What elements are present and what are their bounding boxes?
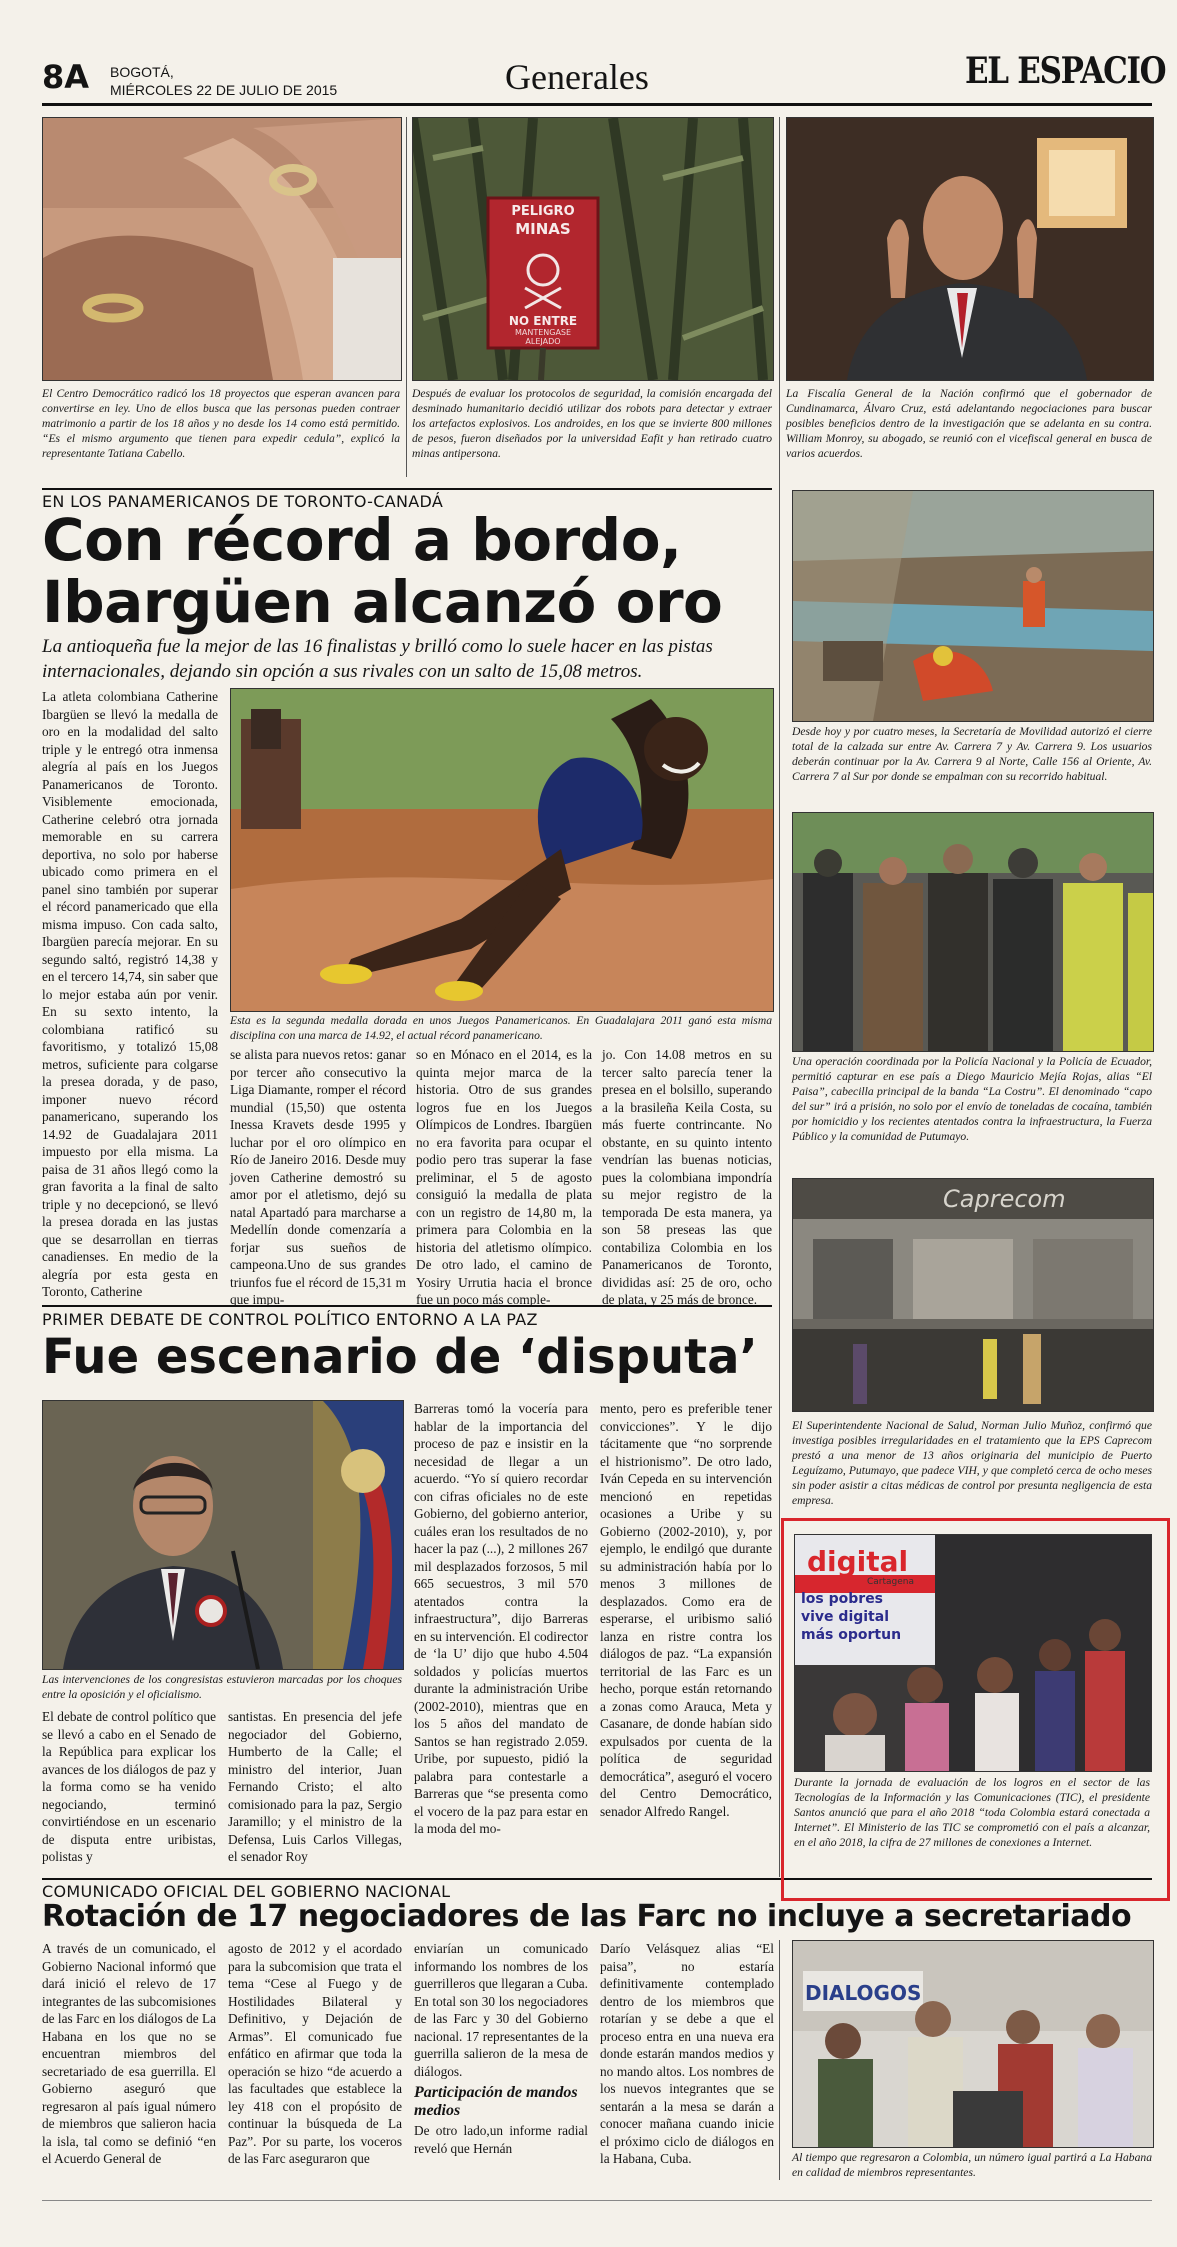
newspaper-logo: EL ESPACIO	[965, 50, 1166, 92]
digital-banner-line1: los pobres	[801, 1591, 884, 1607]
page-number: 8A	[42, 58, 90, 96]
article2-kicker: PRIMER DEBATE DE CONTROL POLÍTICO ENTORNO A LA PAZ	[42, 1310, 538, 1329]
article2-column-1: El debate de control político que se llevó a cabo en el Senado de la República para explicar los avances de los diálogos de paz y la forma como se ha venido negociando, terminó convirtiéndose en un escenario de disputa entre uribistas, polistas y	[42, 1709, 216, 1864]
road-works-photo	[792, 490, 1154, 722]
digital-banner-line2: vive digital	[801, 1609, 889, 1625]
governor-photo	[786, 117, 1154, 381]
masthead	[0, 0, 1177, 110]
sign-mantengase: MANTENGASE	[514, 328, 572, 337]
article3-column-1: A través de un comunicado, el Gobierno Nacional informó que dará inició el relevo de 17 integrantes de las subcomisiones de las Farc en los diálogos de La Habana en los que no se encuentran miembros del secretariado de esa guerrilla. El Gobierno aseguró que regresaron al país igual número de miembros que salieron hacia la isla, tal como se definió “en el Acuerdo General de	[42, 1941, 216, 2166]
article3-column-3a: enviarían un comunicado informando los nombres de los guerrilleros que llegaran a Cuba. En total son 30 los negociadores de las Farc y 30 del Gobierno nacional. 17 representantes de la guerrilla salieron de la mesa de diálogos.	[414, 1941, 588, 2079]
photo-caption: Al tiempo que regresaron a Colombia, un número igual partirá a La Habana en calidad de miembros representantes.	[792, 2151, 1152, 2179]
article1-column-1: La atleta colombiana Catherine Ibargüen se llevó la medalla de oro en la modalidad del salto triple y le entregó otra inmensa alegría al país en los Juegos Panamericanos de Toronto. Visiblemente emocionada, Catherine celebró otra jornada memorable en su carrera deportiva, no solo por haberse ubicado como primera en el panel sino también por superar el récord panamericado que ella misma impuso. Con cada salto, Ibargüen parecía mejorar. En su segundo saltó, registró 14,38 y en el tercero 14,74, sin saber que lo mejor estaba aún por venir. En su sexto intento, la colombiana ratificó su favoritismo, y totalizó 15,08 metros, suficiente para colgarse la presea dorada, y de paso, imponer nuevo récord panamericano, superando los 14.92 de Guadalajara 2011 impuesto por ella misma. La paisa de 31 años llegó como la gran favorita a la final de salto triple y no decepcionó, se llevó la presea dorada en las justas que se desarrollan en tierras canadienses. En medio de la alegría por esta gesta en Toronto, Catherine	[42, 689, 218, 1299]
wedding-rings-photo	[42, 117, 402, 381]
photo-caption: Las intervenciones de los congresistas estuvieron marcadas por los choques entre la oposición y el oficialismo.	[42, 1673, 402, 1701]
photo-caption: La Fiscalía General de la Nación confirmó que el gobernador de Cundinamarca, Álvaro Cruz, está adelantando negociaciones para buscar posibles beneficios dentro de la investigación que se adelanta en su contra. William Monroy, su abogado, se reunió con el vicefiscal general en busca de varios acuerdos.	[786, 387, 1152, 460]
sign-peligro: PELIGRO	[511, 204, 575, 219]
article1-column-2: se alista para nuevos retos: ganar por tercer año consecutivo la Liga Diamante, romper el récord mundial (15,50) que ostenta Inessa Kravets desde 1995 y luchar por el oro olímpico en Río de Janeiro 2016. Desde muy joven Catherine demostró su amor por el atletismo, dejó su natal Apartadó para marcharse a Medellín donde comenzaría a forjar sus sueños de campeona.Uno de sus grandes triunfos fue el récord de 15,31 m que impu-	[230, 1047, 406, 1307]
article3-column-3b: De otro lado,un informe radial reveló que Hernán	[414, 2123, 588, 2156]
article1-column-3: so en Mónaco en el 2014, es la quinta mejor marca de la historia. Otro de sus grandes logros fue en los Juegos Olímpicos de Londres. Ibargüen no era favorita para ocupar el podio pero tras superar la fase preliminar, el 5 de agosto consiguió la medalla de plata con un registro de 14,80 m, la primera para Colombia en la historia del atletismo olímpico. De otro lado, el camino de Yosiry Urrutia hacia el bronce fue un poco más comple-	[416, 1047, 592, 1307]
article1-kicker: EN LOS PANAMERICANOS DE TORONTO-CANADÁ	[42, 492, 444, 511]
masthead-rule	[42, 103, 1152, 106]
section-rule	[42, 1305, 772, 1307]
masthead-city: BOGOTÁ,	[110, 64, 174, 80]
article1-column-4: jo. Con 14.08 metros en su tercer salto parecía tener la presea en el bolsillo, superando a la brasileña Keila Costa, su más fuerte contrincante. No obstante, en su quinto intento vendrían las buenas noticias, pues la colombiana impondría su mejor registro de la temporada De esta manera, ya son 58 preseas las que contabiliza Colombia en los Panamericanos de Toronto, divididas así: 25 de oro, ocho de plata, y 25 más de bronce.	[602, 1047, 772, 1307]
photo-caption: Desde hoy y por cuatro meses, la Secretaría de Movilidad autorizó el cierre total de la calzada sur entre Av. Carrera 7 y Av. Carrera 9. Los usuarios deberán continuar por la Av. Carrera 9 al Norte, Calle 156 al Oriente, Av. Carrera 7 al Sur por donde se empalman con su recorrido habitual.	[792, 725, 1152, 783]
masthead-date: MIÉRCOLES 22 DE JULIO DE 2015	[110, 82, 338, 98]
article3-subhead: Participación de mandos medios	[414, 2084, 578, 2119]
article2-column-4: mento, pero es preferible tener convicciones”. Y le dijo tácitamente que “no sorprende el histrionismo”. De otro lado, Iván Cepeda en su intervención mencionó en repetidas ocasiones a Uribe y su Gobierno (2002-2010), y, por ejemplo, le endilgó que durante su administración había por lo menos 3 millones de desplazados. Como era de esperarse, el uribismo salió lanza en ristre contra los diálogos de paz. “La expansión territorial de las Farc es un hecho, porque están retornando a zonas como Arauca, Meta y Casanare, de donde habían sido expulsados por cuenta de la política de seguridad democrática”, aseguró el vocero del Centro Democrático, senador Alfredo Rangel.	[600, 1401, 772, 1819]
athlete-photo	[230, 688, 774, 1012]
digital-event-photo	[794, 1534, 1152, 1772]
article1-headline-line1: Con récord a bordo,	[42, 506, 682, 574]
caprecom-sign: Caprecom	[943, 1185, 1066, 1213]
article2-column-3: Barreras tomó la vocería para hablar de la importancia del proceso de paz e insistir en la necesidad de llegar a un acuerdo. “Yo sí quiero recordar con cifras oficiales no de este Gobierno, del gobierno anterior, cuáles eran los resultados de no hacer la paz (...), 2 millones 267 mil desplazados forzosos, 5 mil 665 secuestros, 3 mil 570 atentados contra la infraestructura”, dijo Barreras en su intervención. El codirector de ‘la U’ dijo que hubo 4.504 soldados y policías muertos durante la administración Uribe (2002-2010), mientras que en los 5 años del mandato de Santos se han registrado 2.059. Uribe, por supuesto, pidió la palabra para contestarle a Barreras que “se presenta como el vocero de la paz para estar en la moda del mo-	[414, 1401, 588, 1836]
photo-caption: El Centro Democrático radicó los 18 proyectos que esperan avancen para convertirse en ley. Uno de ellos busca que las personas pueden contraer matrimonio a partir de los 18 años y no desde los 14 como está permitido. “Es el mismo argumento que tienen para expedir cedula”, explicó la representante Tatiana Cabello.	[42, 387, 400, 460]
landmine-sign-photo	[412, 117, 774, 381]
article2-column-2: santistas. En presencia del jefe negociador del Gobierno, Humberto de la Calle; el ministro del interior, Juan Fernando Cristo; el alto comisionado para la paz, Sergio Jaramillo; y el ministro de la Defensa, Luis Carlos Villegas, el senador Roy	[228, 1709, 402, 1864]
photo-caption: Esta es la segunda medalla dorada en unos Juegos Panamericanos. En Guadalajara 2011 ganó esta misma disciplina con una marca de 14.92, el actual récord panamericano.	[230, 1014, 772, 1042]
column-rule	[779, 117, 780, 1877]
negotiators-photo	[792, 1940, 1154, 2148]
article3-column-3	[414, 1940, 588, 2157]
sign-no-entre: NO ENTRE	[508, 314, 578, 328]
article3-headline: Rotación de 17 negociadores de las Farc no incluye a secretariado	[42, 1899, 1132, 1934]
photo-caption: Después de evaluar los protocolos de seguridad, la comisión encargada del desminado humanitario decidió utilizar dos robots para detectar y extraer los artefactos explosivos. Los androides, en los que se invierte 800 millones de pesos, fueron diseñados por la universidad Eafit y han retirado cuatro minas antipersona.	[412, 387, 772, 460]
article2-headline: Fue escenario de ‘disputa’	[42, 1329, 758, 1385]
footer-rule	[42, 2200, 1152, 2201]
photo-caption: El Superintendente Nacional de Salud, Norman Julio Muñoz, confirmó que investiga posibles irregularidades en el tratamiento que la EPS Caprecom prestó a una menor de 13 años originaria del municipio de Puerto Leguízamo, Putumayo, que padece VIH, y que completó cerca de ocho meses sin poder asistir a citas médicas de control por presunta negligencia de esta empresa.	[792, 1419, 1152, 1507]
column-rule	[779, 1940, 780, 2180]
congressman-photo	[42, 1400, 404, 1670]
photo-caption: Durante la jornada de evaluación de los logros en el sector de las Tecnologías de la Información y las Comunicaciones (TIC), el presidente Santos anunció que para el año 2018 “toda Colombia estará conectada a Internet”. El Ministerio de las TIC se comprometió con el país a alcanzar, en el año 2018, la cifra de 27 millones de conexiones a Internet.	[794, 1776, 1150, 1849]
dialogos-banner: DIALOGOS	[805, 1981, 922, 2005]
photo-caption: Una operación coordinada por la Policía Nacional y la Policía de Ecuador, permitió capturar en ese país a Diego Mauricio Mejía Rojas, alias “El Paisa”, cabecilla principal de la banda “La Costru”. El denominado “capo del sur” irá a prisión, no solo por el envío de toneladas de cocaína, también por homicidio y los recientes atentados contra la infraestructura, la Fuerza Público y la comunidad de Putumayo.	[792, 1055, 1152, 1143]
digital-banner-line3: más oportun	[801, 1627, 902, 1643]
article3-column-4: Darío Velásquez alias “El paisa”, no estaría definitivamente contemplado dentro de los miembros que rotarían y se debe a que el proceso entra en una nueva era donde estarán mandos medios y no mando altos. Los nombres de los nuevos integrantes que se sentarán a la mesa se darán a conocer mañana cuando inicie el próximo ciclo de diálogos en la Habana, Cuba.	[600, 1941, 774, 2166]
sign-minas: MINAS	[515, 220, 571, 238]
article3-kicker: COMUNICADO OFICIAL DEL GOBIERNO NACIONAL	[42, 1882, 451, 1901]
article1-deck: La antioqueña fue la mejor de las 16 finalistas y brilló como lo suele hacer en las pistas internacionales, dejando sin opción a sus rivales con un salto de 15,08 metros.	[42, 636, 713, 682]
digital-banner-sub: Cartagena	[867, 1577, 915, 1587]
sign-alejado: ALEJADO	[525, 337, 561, 346]
digital-banner-word: digital	[807, 1545, 909, 1578]
arrest-photo	[792, 812, 1154, 1052]
section-rule	[42, 488, 772, 490]
section-title: Generales	[505, 57, 649, 97]
article1-headline-line2: Ibargüen alcanzó oro	[42, 568, 723, 636]
caprecom-office-photo	[792, 1178, 1154, 1412]
article3-column-2: agosto de 2012 y el acordado para la subcomision que trata el tema “Cese al Fuego y de Hostilidades Bilateral y Definitivo, y Dejación de Armas”. El comunicado fue enfático en afirmar que toda la operación se hizo “de acuerdo a las facultades que establece la ley 418 con el propósito de continuar la búsqueda de La Paz”. Por su parte, los voceros de las Farc aseguraron que	[228, 1941, 402, 2166]
column-rule	[406, 117, 407, 477]
